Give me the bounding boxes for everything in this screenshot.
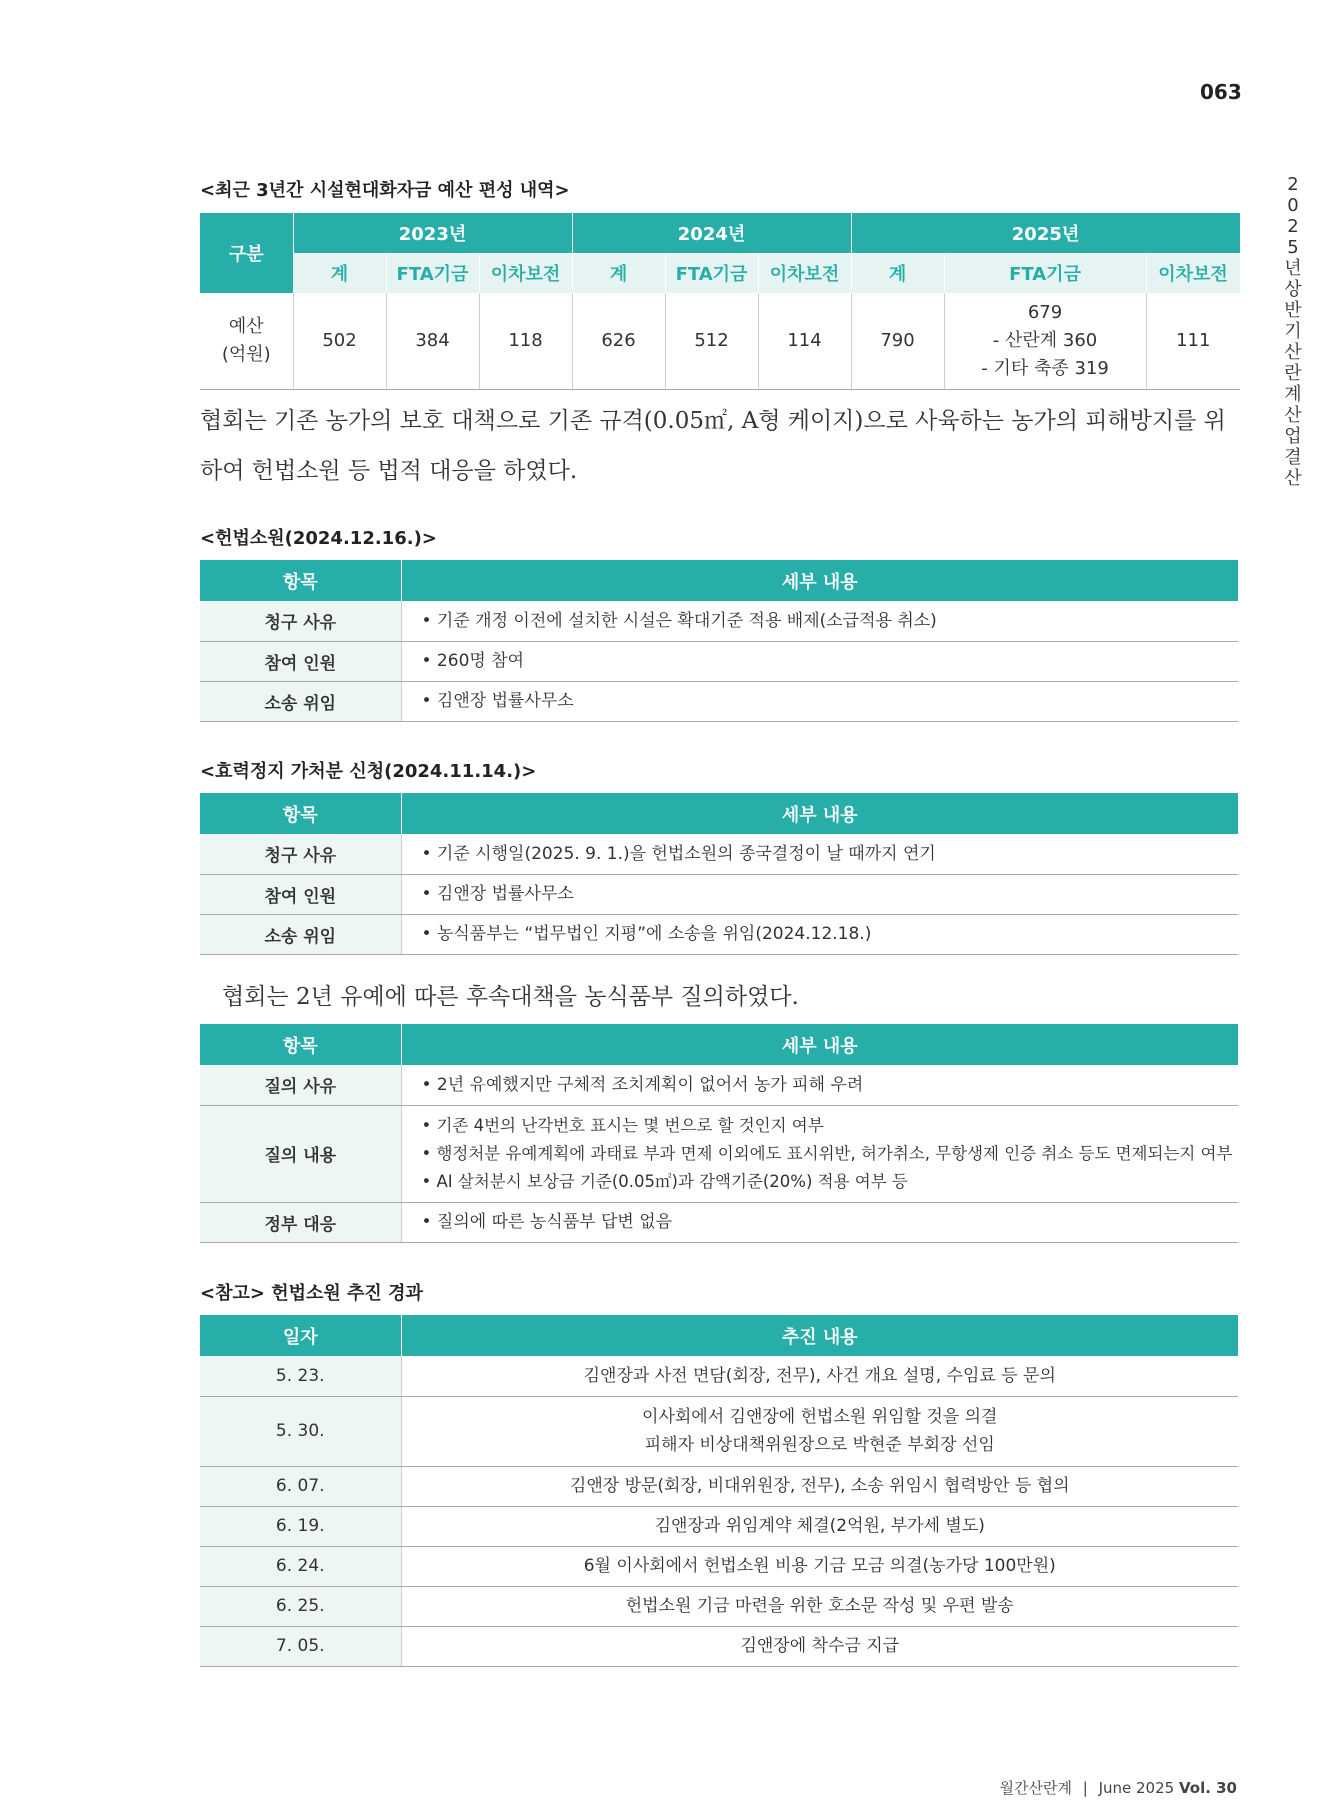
header-date: 일자 [200,1315,401,1356]
sub-header: 이차보전 [1146,253,1240,293]
sub-header: 이차보전 [479,253,572,293]
inquiry-line: • AI 살처분시 보상금 기준(0.05㎡)과 감액기준(20%) 적용 여부 등 [421,1171,908,1191]
value-cell: 111 [1146,293,1240,389]
row-label: 정부 대응 [200,1202,401,1242]
footer-publication: 월간산란계 [999,1779,1072,1797]
row-label-line: 예산 [228,315,264,337]
progress-cell: 김앤장에 착수금 지급 [401,1626,1238,1666]
row-header-cell: 구분 [200,213,293,293]
constitutional-table [200,560,1238,722]
date-cell: 6. 24. [200,1546,401,1586]
progress-cell: 6월 이사회에서 헌법소원 비용 기금 모금 의결(농가당 100만원) [401,1546,1238,1586]
fta-2025-detail: - 기타 축종 319 [981,357,1109,379]
footer-volume: Vol. 30 [1178,1779,1237,1797]
row-label: 소송 위임 [200,914,401,954]
sub-header: 계 [851,253,944,293]
row-content: • 2년 유예했지만 구체적 조치계획이 없어서 농가 피해 우려 [401,1065,1238,1105]
row-content: • 김앤장 법률사무소 [401,681,1238,721]
constitutional-section-title: <헌법소원(2024.12.16.)> [200,528,437,549]
budget-table [200,213,1241,390]
sub-header: 계 [572,253,665,293]
date-cell: 7. 05. [200,1626,401,1666]
sub-header: 계 [293,253,386,293]
date-cell: 6. 19. [200,1506,401,1546]
row-label: 질의 사유 [200,1065,401,1105]
sub-header: FTA기금 [944,253,1146,293]
footer-issue: June 2025 [1098,1779,1175,1797]
date-cell: 6. 07. [200,1466,401,1506]
row-label: 질의 내용 [200,1105,401,1202]
row-label: 참여 인원 [200,874,401,914]
header-item: 항목 [200,793,401,834]
header-progress: 추진 내용 [401,1315,1238,1356]
paragraph-2: 협회는 2년 유예에 따른 후속대책을 농식품부 질의하였다. [222,984,799,1010]
year-header-2024: 2024년 [572,213,851,253]
progress-cell-multiline [401,1396,1238,1466]
paragraph-1: 협회는 기존 농가의 보호 대책으로 기존 규격(0.05㎡, A형 케이지)으로 사육하는 농가의 피해방지를 위하여 헌법소원 등 법적 대응을 하였다. [200,408,1226,484]
progress-table [200,1315,1238,1667]
row-content: • 농식품부는 “법무법인 지평”에 소송을 위임(2024.12.18.) [401,914,1238,954]
row-content: • 질의에 따른 농식품부 답변 없음 [401,1202,1238,1242]
row-label: 소송 위임 [200,681,401,721]
row-label: 청구 사유 [200,834,401,874]
progress-line: 피해자 비상대책위원장으로 박현준 부회장 선임 [644,1435,995,1455]
progress-section-title: <참고> 헌법소원 추진 경과 [200,1283,423,1304]
row-label: 참여 인원 [200,641,401,681]
date-cell: 5. 23. [200,1356,401,1396]
injunction-section-title: <효력정지 가처분 신청(2024.11.14.)> [200,761,537,782]
inquiry-line: • 행정처분 유예계획에 과태료 부과 면제 이외에도 표시위반, 허가취소, 무항생제 인증 취소 등도 면제되는지 여부 [421,1143,1233,1163]
value-cell: 384 [386,293,479,389]
row-label-budget [200,293,293,389]
value-cell: 790 [851,293,944,389]
progress-cell: 김앤장 방문(회장, 비대위원장, 전무), 소송 위임시 협력방안 등 협의 [401,1466,1238,1506]
inquiry-table [200,1024,1238,1243]
row-label-unit: (억원) [221,343,271,365]
fta-2025-total: 679 [1027,301,1063,323]
footer [1000,1777,1238,1798]
year-header-2023: 2023년 [293,213,572,253]
value-cell: 114 [758,293,851,389]
footer-separator: | [1082,1779,1088,1797]
sub-header: FTA기금 [665,253,758,293]
date-cell: 5. 30. [200,1396,401,1466]
header-item: 항목 [200,560,401,601]
budget-section-title: <최근 3년간 시설현대화자금 예산 편성 내역> [200,180,570,201]
progress-line: 이사회에서 김앤장에 헌법소원 위임할 것을 의결 [642,1407,998,1427]
row-label: 청구 사유 [200,601,401,641]
header-detail: 세부 내용 [401,560,1238,601]
row-content-multiline [401,1105,1238,1202]
header-detail: 세부 내용 [401,1024,1238,1065]
side-title: 2025년 상반기 산란계산업결산 [1284,174,1302,489]
progress-cell: 헌법소원 기금 마련을 위한 호소문 작성 및 우편 발송 [401,1586,1238,1626]
year-header-2025: 2025년 [851,213,1240,253]
row-content: • 기준 개정 이전에 설치한 시설은 확대기준 적용 배제(소급적용 취소) [401,601,1238,641]
value-cell: 118 [479,293,572,389]
sub-header: 이차보전 [758,253,851,293]
value-cell: 502 [293,293,386,389]
value-cell: 512 [665,293,758,389]
sub-header: FTA기금 [386,253,479,293]
progress-cell: 김앤장과 사전 면담(회장, 전무), 사건 개요 설명, 수임료 등 문의 [401,1356,1238,1396]
inquiry-line: • 기존 4번의 난각번호 표시는 몇 번으로 할 것인지 여부 [421,1115,824,1135]
row-content: • 김앤장 법률사무소 [401,874,1238,914]
fta-2025-detail: - 산란계 360 [992,329,1098,351]
row-content: • 260명 참여 [401,641,1238,681]
value-cell-fta-2025 [944,293,1146,389]
header-item: 항목 [200,1024,401,1065]
injunction-table [200,793,1238,955]
value-cell: 626 [572,293,665,389]
date-cell: 6. 25. [200,1586,401,1626]
row-content: • 기준 시행일(2025. 9. 1.)을 헌법소원의 종국결정이 날 때까지 연기 [401,834,1238,874]
header-detail: 세부 내용 [401,793,1238,834]
progress-cell: 김앤장과 위임계약 체결(2억원, 부가세 별도) [401,1506,1238,1546]
page-number: 063 [1200,80,1242,104]
